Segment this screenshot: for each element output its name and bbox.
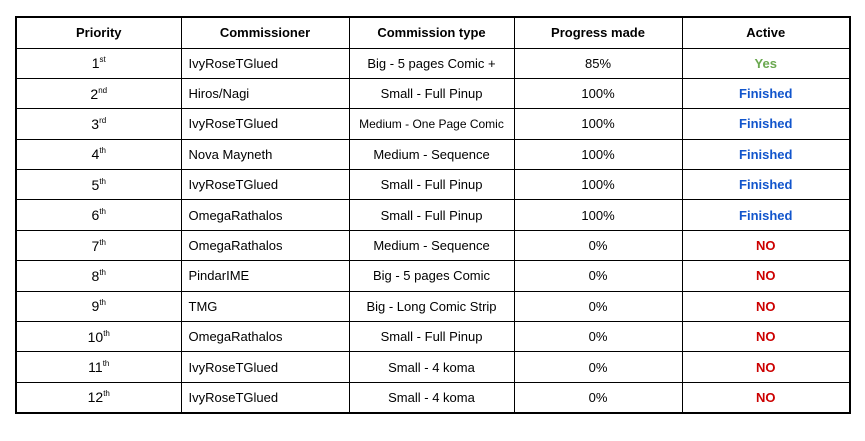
- active-status-cell: NO: [682, 382, 850, 412]
- progress-cell: 0%: [514, 352, 682, 382]
- priority-cell: [16, 261, 181, 291]
- header-commissioner: Commissioner: [181, 17, 349, 48]
- active-status-cell: Finished: [682, 200, 850, 230]
- progress-cell: 0%: [514, 230, 682, 260]
- priority-suffix: th: [99, 146, 106, 156]
- table-row: [16, 170, 850, 200]
- commission-type-cell: Medium - Sequence: [349, 230, 514, 260]
- priority-number: 12: [87, 389, 104, 406]
- progress-cell: 100%: [514, 109, 682, 139]
- progress-cell: 0%: [514, 382, 682, 412]
- table-row: [16, 109, 850, 139]
- commission-type-cell: Medium - Sequence: [349, 139, 514, 169]
- table-row: [16, 291, 850, 321]
- header-row: [16, 17, 850, 48]
- progress-cell: 100%: [514, 139, 682, 169]
- priority-number: 10: [87, 328, 104, 345]
- progress-cell: 0%: [514, 291, 682, 321]
- header-active: Active: [682, 17, 850, 48]
- priority-cell: [16, 200, 181, 230]
- progress-cell: 100%: [514, 170, 682, 200]
- priority-suffix: nd: [98, 85, 108, 95]
- commission-type-cell: Small - 4 koma: [349, 382, 514, 412]
- commission-type-cell: Small - Full Pinup: [349, 322, 514, 352]
- priority-suffix: th: [99, 207, 106, 217]
- active-status-cell: NO: [682, 291, 850, 321]
- commissioner-cell: IvyRoseTGlued: [181, 382, 349, 412]
- header-priority: Priority: [16, 17, 181, 48]
- progress-cell: 100%: [514, 200, 682, 230]
- commissioner-cell: IvyRoseTGlued: [181, 170, 349, 200]
- progress-cell: 100%: [514, 78, 682, 108]
- commissioner-cell: OmegaRathalos: [181, 200, 349, 230]
- priority-suffix: th: [103, 389, 110, 399]
- priority-suffix: th: [103, 328, 110, 338]
- priority-number: 5: [91, 176, 100, 193]
- active-status-cell: NO: [682, 322, 850, 352]
- commissioner-cell: PindarIME: [181, 261, 349, 291]
- priority-number: 6: [91, 207, 100, 224]
- table-row: [16, 322, 850, 352]
- progress-cell: 85%: [514, 48, 682, 78]
- active-status-cell: NO: [682, 352, 850, 382]
- active-status-cell: Finished: [682, 109, 850, 139]
- priority-number: 9: [91, 298, 100, 315]
- table-row: [16, 48, 850, 78]
- priority-number: 11: [88, 359, 103, 376]
- commissioner-cell: Nova Mayneth: [181, 139, 349, 169]
- priority-suffix: th: [99, 267, 106, 277]
- progress-cell: 0%: [514, 261, 682, 291]
- table-row: [16, 230, 850, 260]
- priority-suffix: th: [99, 176, 106, 186]
- header-progress: Progress made: [514, 17, 682, 48]
- active-status-cell: Yes: [682, 48, 850, 78]
- commissioner-cell: TMG: [181, 291, 349, 321]
- priority-number: 2: [90, 85, 99, 102]
- priority-cell: [16, 139, 181, 169]
- priority-cell: [16, 48, 181, 78]
- active-status-cell: Finished: [682, 139, 850, 169]
- table-row: [16, 382, 850, 412]
- priority-cell: [16, 322, 181, 352]
- active-status-cell: NO: [682, 261, 850, 291]
- table-row: [16, 352, 850, 382]
- active-status-cell: NO: [682, 230, 850, 260]
- priority-cell: [16, 230, 181, 260]
- commission-type-cell: Big - 5 pages Comic +: [349, 48, 514, 78]
- progress-cell: 0%: [514, 322, 682, 352]
- active-status-cell: Finished: [682, 78, 850, 108]
- priority-number: 1: [91, 55, 100, 72]
- priority-cell: [16, 170, 181, 200]
- commission-type-cell: Big - 5 pages Comic: [349, 261, 514, 291]
- priority-number: 8: [91, 267, 100, 284]
- commission-type-cell: Big - Long Comic Strip: [349, 291, 514, 321]
- commission-queue: [15, 16, 851, 414]
- table-row: [16, 139, 850, 169]
- commissioner-cell: IvyRoseTGlued: [181, 48, 349, 78]
- priority-suffix: st: [99, 55, 106, 65]
- priority-cell: [16, 109, 181, 139]
- priority-suffix: th: [99, 237, 106, 247]
- priority-cell: [16, 291, 181, 321]
- commission-type-cell: Small - Full Pinup: [349, 170, 514, 200]
- priority-cell: [16, 382, 181, 412]
- table-row: [16, 78, 850, 108]
- commission-type-cell: Small - Full Pinup: [349, 78, 514, 108]
- commissioner-cell: OmegaRathalos: [181, 230, 349, 260]
- table-body: [16, 48, 850, 413]
- priority-number: 3: [91, 115, 100, 132]
- commissioner-cell: IvyRoseTGlued: [181, 109, 349, 139]
- commission-table: [15, 16, 851, 414]
- commission-type-cell: Small - Full Pinup: [349, 200, 514, 230]
- commission-type-cell: Small - 4 koma: [349, 352, 514, 382]
- table-row: [16, 261, 850, 291]
- commissioner-cell: OmegaRathalos: [181, 322, 349, 352]
- commissioner-cell: Hiros/Nagi: [181, 78, 349, 108]
- priority-number: 7: [91, 237, 100, 254]
- priority-number: 4: [91, 146, 100, 163]
- commission-type-cell: Medium - One Page Comic: [349, 109, 514, 139]
- priority-suffix: th: [99, 298, 106, 308]
- priority-suffix: rd: [99, 115, 107, 125]
- table-row: [16, 200, 850, 230]
- priority-suffix: th: [102, 359, 110, 369]
- header-commission-type: Commission type: [349, 17, 514, 48]
- commissioner-cell: IvyRoseTGlued: [181, 352, 349, 382]
- priority-cell: [16, 78, 181, 108]
- active-status-cell: Finished: [682, 170, 850, 200]
- priority-cell: [16, 352, 181, 382]
